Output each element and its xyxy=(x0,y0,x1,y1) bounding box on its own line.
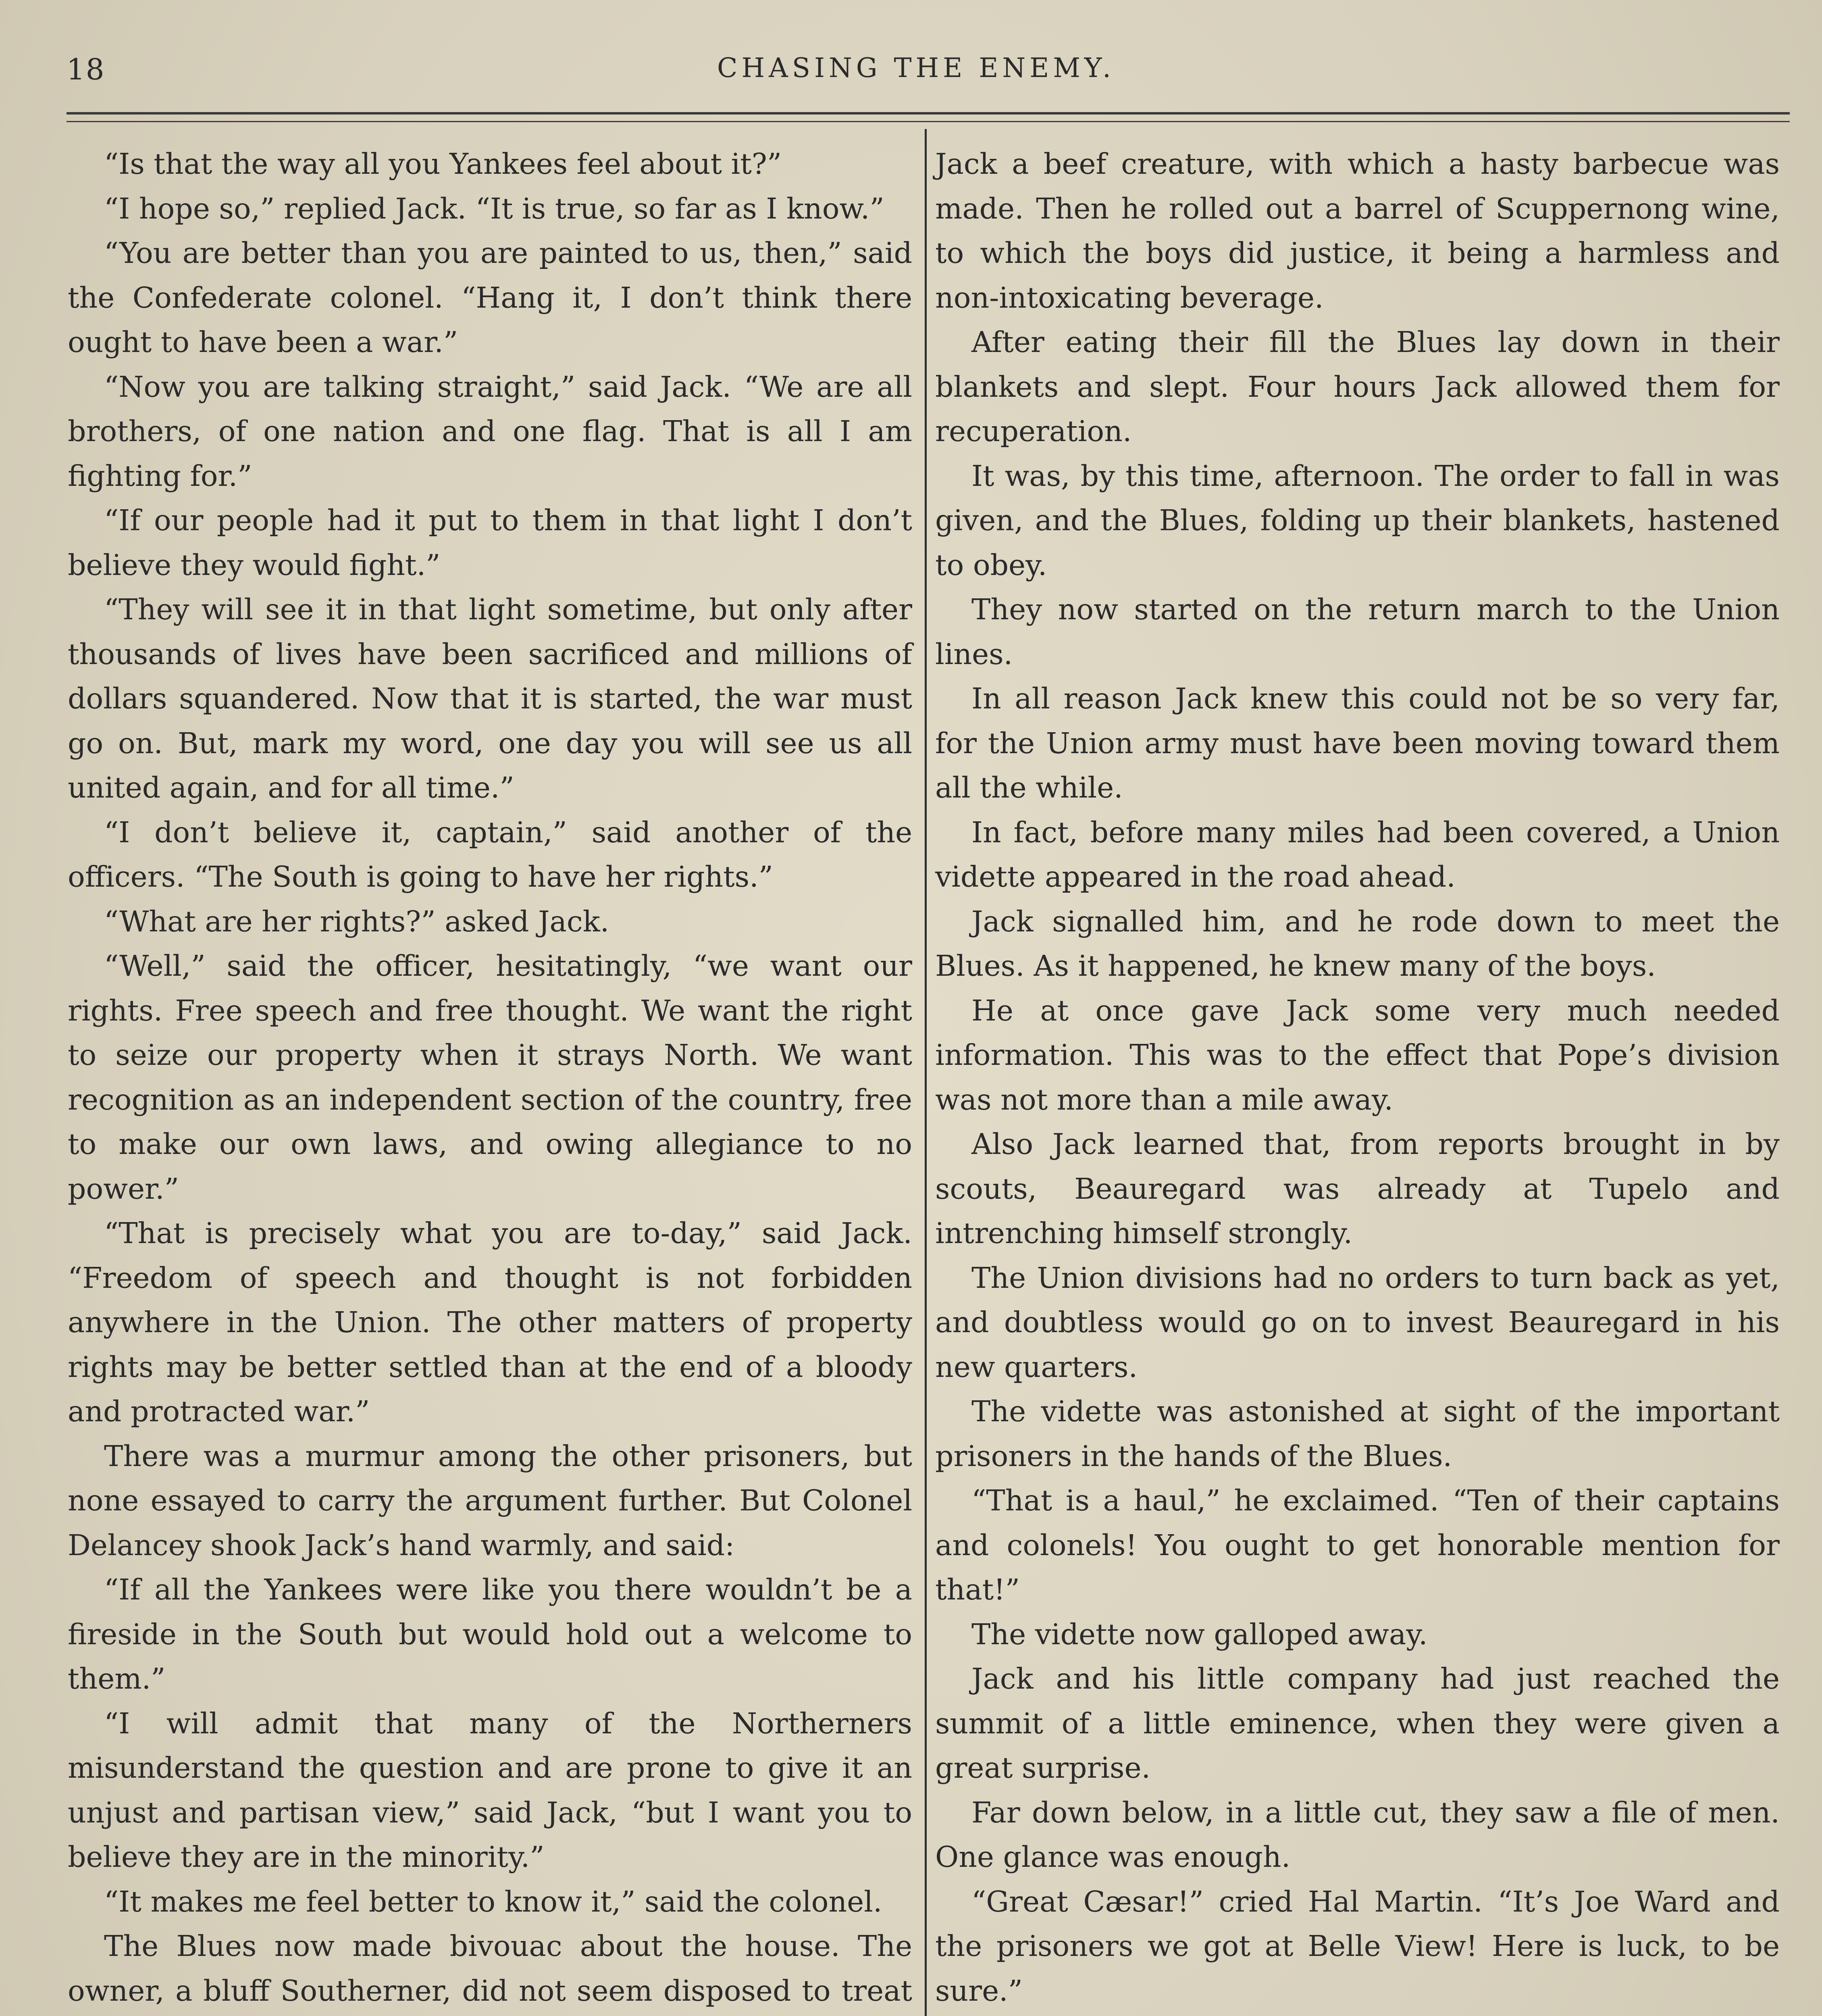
paragraph: “I don’t believe it, captain,” said another of the officers. “The South is going to have her rights.” xyxy=(68,815,912,893)
header-rule xyxy=(67,112,1790,115)
paragraph: “That is precisely what you are to-day,” said Jack. “Freedom of speech and thought is not forbidden anywhere in the Union. The other matters of property rights may be better settled than at the end of a bloody and protracted war.” xyxy=(68,1216,912,1428)
column-divider xyxy=(925,129,927,2016)
paragraph: In fact, before many miles had been covered, a Union vidette appeared in the road ahead. xyxy=(935,815,1780,893)
paragraph: They now started on the return march to the Union lines. xyxy=(935,593,1780,671)
paragraph: “I hope so,” replied Jack. “It is true, so far as I know.” xyxy=(104,192,884,225)
paragraph: Also Jack learned that, from reports brought in by scouts, Beauregard was already at Tupelo and intrenching himself strongly. xyxy=(935,1127,1780,1250)
paragraph: There was a murmur among the other prisoners, but none essayed to carry the argument further. But Colonel Delancey shook Jack’s hand warmly, and said: xyxy=(68,1439,912,1562)
right-column xyxy=(935,142,1780,2016)
paragraph: “Now you are talking straight,” said Jack. “We are all brothers, of one nation and one flag. That is all I am fighting for.” xyxy=(68,370,912,493)
paragraph: “Is that the way all you Yankees feel about it?” xyxy=(104,147,782,181)
paragraph: He at once gave Jack some very much needed information. This was to the effect that Pope’s division was not more than a mile away. xyxy=(935,993,1780,1116)
paragraph: The Union divisions had no orders to turn back as yet, and doubtless would go on to invest Beauregard in his new quarters. xyxy=(935,1261,1780,1384)
header-rule-thin xyxy=(67,121,1790,122)
paragraph: “Well,” said the officer, hesitatingly, “we want our rights. Free speech and free thought. We want the right to seize our property when it strays North. We want recognition as an independent section of the country, free to make our own laws, and owing allegiance to no power.” xyxy=(68,949,912,1206)
paragraph: The Blues now made bivouac about the house. The owner, a bluff Southerner, did not seem disposed to treat xyxy=(68,1929,912,2008)
paragraph: Jack and his little company had just reached the summit of a little eminence, when they were given a great surprise. xyxy=(935,1662,1780,1785)
paragraph: “I will admit that many of the Northerners misunderstand the question and are prone to give it an unjust and partisan view,” said Jack, “but I want you to believe they are in the minority.” xyxy=(68,1706,912,1874)
paragraph: “It makes me feel better to know it,” said the colonel. xyxy=(104,1885,882,1918)
paragraph: “If our people had it put to them in that light I don’t believe they would fight.” xyxy=(68,504,912,582)
paragraph: “You are better than you are painted to us, then,” said the Confederate colonel. “Hang it, I don’t think there ought to have been a war.” xyxy=(68,236,912,359)
paragraph: “They will see it in that light sometime, but only after thousands of lives have been sacrificed and millions of dollars squandered. Now that it is started, the war must go on. But, mark my word, one day you will see us all united again, and for all time.” xyxy=(68,593,912,804)
paragraph: “That is a haul,” he exclaimed. “Ten of their captains and colonels! You ought to get honorable mention for that!” xyxy=(935,1484,1780,1606)
paragraph: It was, by this time, afternoon. The order to fall in was given, and the Blues, folding up their blankets, hastened to obey. xyxy=(935,459,1780,582)
paragraph: Jack signalled him, and he rode down to meet the Blues. As it happened, he knew many of the boys. xyxy=(935,904,1780,983)
paragraph: The vidette now galloped away. xyxy=(971,1617,1428,1651)
paragraph: Far down below, in a little cut, they saw a file of men. One glance was enough. xyxy=(935,1795,1780,1874)
paragraph: Jack a beef creature, with which a hasty barbecue was made. Then he rolled out a barrel of Scuppernong wine, to which the boys did justice, it being a harmless and non-intoxicating beverage. xyxy=(935,147,1780,314)
page-header xyxy=(67,52,1766,97)
paragraph: After eating their fill the Blues lay down in their blankets and slept. Four hours Jack allowed them for recuperation. xyxy=(935,325,1780,448)
running-title: CHASING THE ENEMY. xyxy=(717,52,1115,83)
page-number: 18 xyxy=(67,52,105,86)
paragraph: “Great Cæsar!” cried Hal Martin. “It’s Joe Ward and the prisoners we got at Belle View! Here is luck, to be sure.” xyxy=(935,1885,1780,2008)
paragraph: “What are her rights?” asked Jack. xyxy=(104,904,609,938)
paragraph: “If all the Yankees were like you there wouldn’t be a fireside in the South but would hold out a welcome to them.” xyxy=(68,1573,912,1695)
left-column xyxy=(68,142,912,2016)
paragraph: The vidette was astonished at sight of the important prisoners in the hands of the Blues. xyxy=(935,1395,1780,1473)
paragraph: In all reason Jack knew this could not be so very far, for the Union army must have been moving toward them all the while. xyxy=(935,682,1780,804)
